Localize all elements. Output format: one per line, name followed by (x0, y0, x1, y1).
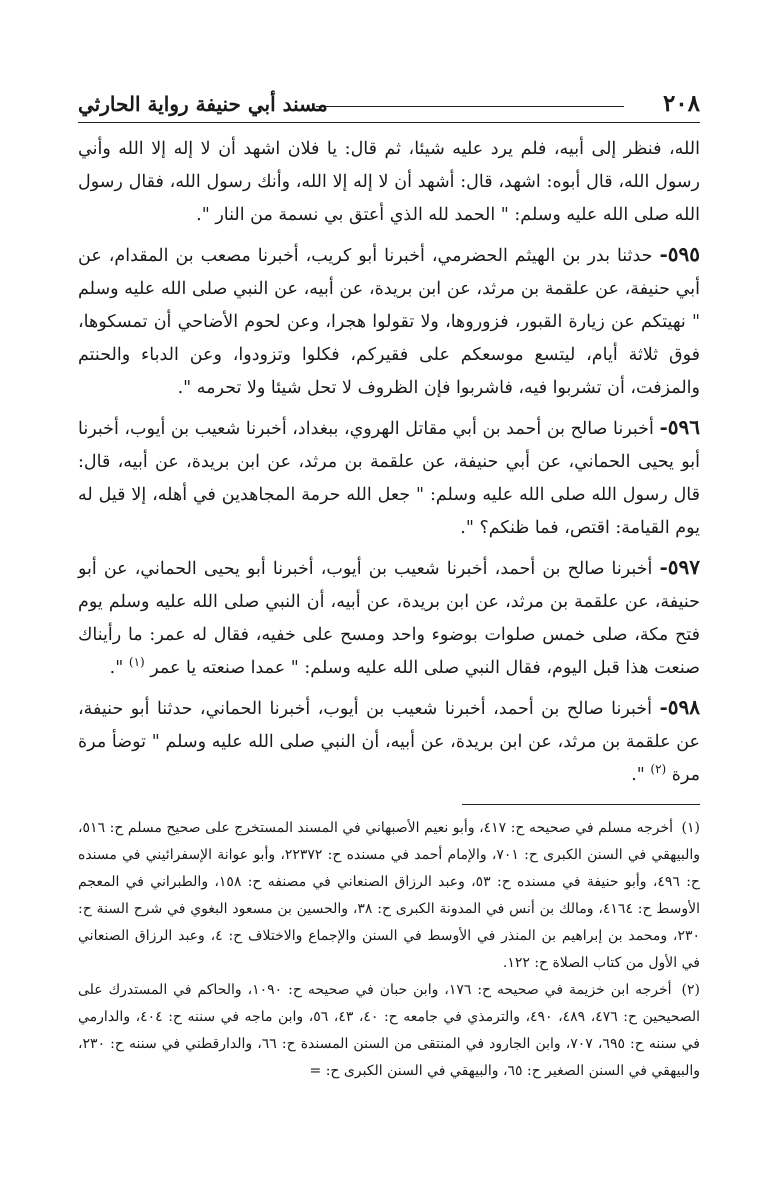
paragraph-text: أخبرنا صالح بن أحمد، أخبرنا شعيب بن أيوب، أخبرنا الحماني، حدثنا أبو حنيفة، عن علقمة بن مرثد، عن ابن بريدة، عن أبيه، أن النبي صلى الله عليه وسلم " توضأ مرة مرة (78, 699, 700, 785)
running-title: مسند أبي حنيفة رواية الحارثي (78, 92, 328, 116)
footnote-reference[interactable]: (٢) (650, 762, 667, 777)
page-header (78, 86, 700, 123)
page-number: ٢٠٨ (662, 90, 700, 117)
footnote-reference[interactable]: (١) (128, 655, 145, 670)
book-page (78, 86, 700, 1146)
footnote-number: (١) (681, 820, 700, 836)
paragraph-text: أخبرنا صالح بن أحمد، أخبرنا شعيب بن أيوب، أخبرنا أبو يحيى الحماني، عن أبو حنيفة، عن علقمة بن مرثد، عن ابن بريدة، عن أبيه، أن النبي صلى الله عليه وسلم يوم فتح مكة، صلى خمس صلوات بوضوء واحد ومسح على خفيه، فقال له عمر: ما رأيناك صنعت هذا قبل اليوم، فقال النبي صلى الله عليه وسلم: " عمدا صنعته يا عمر (78, 559, 700, 678)
hadith-597 (78, 551, 700, 685)
footnote-2 (78, 977, 700, 1085)
paragraph-tail: ". (631, 765, 645, 785)
hadith-595 (78, 238, 700, 405)
hadith-598 (78, 691, 700, 792)
paragraph-continuation (78, 133, 700, 232)
hadith-number: ٥٩٦- (659, 415, 700, 439)
header-rule (316, 106, 624, 107)
hadith-number: ٥٩٧- (659, 555, 700, 579)
hadith-number: ٥٩٥- (659, 242, 700, 266)
footnote-number: (٢) (681, 982, 700, 998)
footnote-text: أخرجه ابن خزيمة في صحيحه ح: ١٧٦، وابن حبان في صحيحه ح: ١٠٩٠، والحاكم في المستدرك على الصحيحين ح: ٤٧٦، ٤٨٩، ٤٩٠، والترمذي في جامعه ح: ٤٠، ٤٣، ٥٦، وابن ماجه في سننه ح: ٤٠٤، والدارمي في سننه ح: ٦٩٥، ٧٠٧، وابن الجارود في المنتقى من السنن المسندة ح: ٦٦، والدارقطني في سننه ح: ٢٣٠، والبيهقي في السنن الصغير ح: ٦٥، والبيهقي في السنن الكبرى ح: = (78, 982, 701, 1079)
main-text (78, 133, 700, 792)
footnote-1 (78, 815, 700, 977)
hadith-596 (78, 411, 700, 545)
paragraph-text: الله، فنظر إلى أبيه، فلم يرد عليه شيئا، ثم قال: يا فلان اشهد أن لا إله إلا الله وأني رسول الله، قال أبوه: اشهد، قال: أشهد أن لا إله إلا الله، وأنك رسول الله، فقال رسول الله صلى الله عليه وسلم: " الحمد لله الذي أعتق بي نسمة من النار ". (78, 139, 700, 225)
paragraph-text: حدثنا بدر بن الهيثم الحضرمي، أخبرنا أبو كريب، أخبرنا مصعب بن المقدام، عن أبي حنيفة، عن علقمة بن مرثد، عن ابن بريدة، عن أبيه، عن النبي صلى الله عليه وسلم " نهيتكم عن زيارة القبور، فزوروها، ولا تقولوا هجرا، وعن لحوم الأضاحي أن تمسكوها، فوق ثلاثة أيام، ليتسع موسعكم على فقيركم، فكلوا وتزودوا، وعن الدباء والحنتم والمزفت، أن تشربوا فيه، فاشربوا فإن الظروف لا تحل شيئا ولا تحرمه ". (78, 246, 700, 398)
paragraph-tail: ". (109, 658, 124, 678)
footnote-text: أخرجه مسلم في صحيحه ح: ٤١٧، وأبو نعيم الأصبهاني في المسند المستخرج على صحيح مسلم ح: ٥١٦، والبيهقي في السنن الكبرى ح: ٧٠١، والإمام أحمد في مسنده ح: ٢٢٣٧٢، وأبو عوانة الإسفرائيني في مسنده ح: ٤٩٦، وأبو حنيفة في مسنده ح: ٥٣، وعبد الرزاق الصنعاني في مصنفه ح: ١٥٨، والطبراني في المعجم الأوسط ح: ٤١٦٤، ومالك بن أنس في المدونة الكبرى ح: ٣٨، والحسين بن مسعود البغوي في شرح السنة ح: ٢٣٠، ومحمد بن إبراهيم بن المنذر في الأوسط في السنن والإجماع والاختلاف ح: ٤، وعبد الرزاق الصنعاني في الأول من كتاب الصلاة ح: ١٢٢. (78, 820, 700, 971)
hadith-number: ٥٩٨- (659, 695, 700, 719)
paragraph-text: أخبرنا صالح بن أحمد بن أبي مقاتل الهروي، ببغداد، أخبرنا شعيب بن أيوب، أخبرنا أبو يحيى الحماني، عن أبي حنيفة، عن علقمة بن مرثد، عن ابن بريدة، عن أبيه، قال: قال رسول الله صلى الله عليه وسلم: " جعل الله حرمة المجاهدين في أهله، إلا قيل له يوم القيامة: اقتص، فما ظنكم؟ ". (78, 419, 700, 538)
footnote-divider (462, 804, 700, 805)
footnotes (78, 815, 700, 1085)
